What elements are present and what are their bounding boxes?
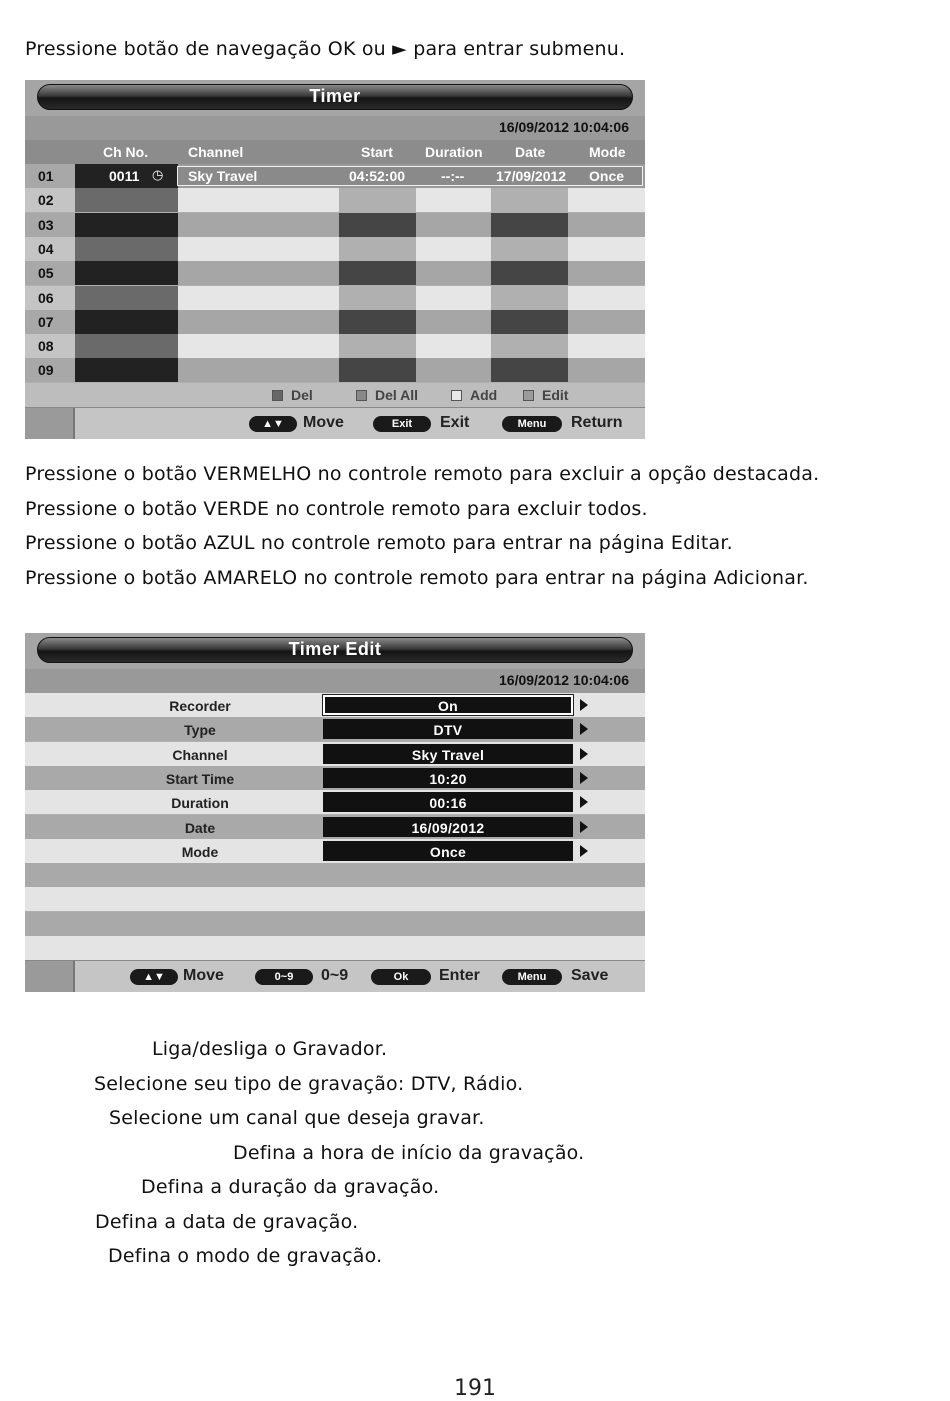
timer-cell (416, 310, 491, 334)
timer-row[interactable] (25, 286, 645, 310)
timer-row[interactable] (25, 334, 645, 358)
empty-row (25, 863, 645, 887)
timer-cell (568, 188, 645, 212)
edit-field-label: Duration (171, 795, 229, 812)
timer-cell (416, 237, 491, 261)
timer-row[interactable] (25, 188, 645, 212)
timer-legend (25, 383, 645, 407)
timer-panel (25, 80, 645, 439)
timer-cell (491, 334, 568, 358)
row-number: 07 (38, 313, 54, 330)
timer-cell (491, 213, 568, 237)
legend-del-all[interactable] (356, 387, 418, 403)
entry-date: 17/09/2012 (496, 168, 567, 184)
timer-cell (491, 188, 568, 212)
row-number: 09 (38, 362, 54, 379)
edit-datetime-bar (25, 669, 645, 693)
enter-label: Enter (439, 967, 480, 984)
timer-cell (178, 310, 339, 334)
edit-field-label: Channel (172, 746, 228, 763)
edit-footer-left-block (25, 961, 75, 992)
header-start: Start (361, 144, 393, 160)
edit-menu-button[interactable]: Menu (502, 969, 562, 985)
timer-titlebar (25, 80, 645, 116)
header-chno: Ch No. (103, 144, 149, 160)
timer-row[interactable] (25, 164, 645, 188)
timer-cell (416, 261, 491, 285)
timer-cell (178, 261, 339, 285)
right-arrow-icon[interactable] (580, 772, 588, 784)
instruction-blue: Pressione o botão AZUL no controle remoto para entrar na página Editar. (25, 532, 733, 554)
entry-chno: 0011 (109, 168, 140, 184)
timer-cell (75, 237, 178, 261)
desc-mode: Defina o modo de gravação. (108, 1245, 383, 1267)
instruction-yellow: Pressione o botão AMARELO no controle remoto para entrar na página Adicionar. (25, 567, 809, 589)
timer-cell (339, 334, 416, 358)
move-label: Move (303, 414, 344, 431)
timer-cell (491, 358, 568, 382)
legend-add[interactable] (451, 387, 497, 403)
footer-left-block (25, 408, 75, 439)
instruction-red: Pressione o botão VERMELHO no controle remoto para excluir a opção destacada. (25, 463, 820, 485)
entry-mode: Once (589, 168, 625, 184)
blue-square-icon (523, 390, 534, 401)
timer-cell (178, 286, 339, 310)
legend-edit[interactable] (523, 387, 568, 403)
header-channel: Channel (188, 144, 244, 160)
right-arrow-icon[interactable] (580, 845, 588, 857)
timer-cell (178, 188, 339, 212)
timer-cell (416, 213, 491, 237)
clock-icon: ◷ (152, 167, 164, 182)
edit-field-row[interactable] (25, 766, 645, 790)
timer-cell (491, 237, 568, 261)
timer-cell (75, 334, 178, 358)
desc-channel: Selecione um canal que deseja gravar. (109, 1107, 485, 1129)
timer-cell (416, 358, 491, 382)
number-keys-button[interactable]: 0~9 (255, 969, 313, 985)
timer-cell (339, 237, 416, 261)
right-arrow-icon[interactable] (580, 699, 588, 711)
row-number: 05 (38, 265, 54, 282)
edit-field-label: Type (184, 722, 216, 739)
right-arrow-icon[interactable] (580, 821, 588, 833)
timer-cell (178, 334, 339, 358)
timer-table-header (25, 140, 645, 164)
desc-recorder: Liga/desliga o Gravador. (152, 1038, 388, 1060)
timer-title: Timer (309, 86, 361, 106)
header-date: Date (515, 144, 546, 160)
return-label: Return (571, 414, 623, 431)
timer-edit-titlebar (25, 633, 645, 669)
edit-field-value: Sky Travel (411, 746, 485, 763)
timer-cell (568, 358, 645, 382)
legend-del[interactable] (272, 387, 313, 403)
timer-cell (75, 358, 178, 382)
edit-field-row[interactable] (25, 790, 645, 814)
timer-cell (491, 261, 568, 285)
empty-row (25, 936, 645, 960)
row-number: 08 (38, 338, 54, 355)
desc-date: Defina a data de gravação. (95, 1211, 359, 1233)
row-number: 01 (38, 168, 54, 184)
row-number: 02 (38, 192, 54, 209)
timer-cell (568, 310, 645, 334)
edit-field-label: Start Time (165, 770, 235, 787)
timer-edit-title: Timer Edit (288, 639, 382, 659)
timer-cell (75, 213, 178, 237)
legend-add-label: Add (470, 387, 498, 403)
edit-field-value: 16/09/2012 (411, 819, 485, 836)
right-arrow-icon[interactable] (580, 748, 588, 760)
entry-duration: --:-- (441, 168, 465, 184)
number-keys-label: 0~9 (321, 967, 349, 984)
edit-field-row[interactable] (25, 815, 645, 839)
timer-cell (339, 188, 416, 212)
timer-cell (339, 310, 416, 334)
timer-row[interactable] (25, 261, 645, 285)
timer-cell (75, 310, 178, 334)
empty-row (25, 912, 645, 936)
edit-move-arrows-button[interactable]: ▲▼ (130, 969, 178, 985)
timer-cell (416, 334, 491, 358)
page-number: 191 (454, 1376, 496, 1401)
header-mode: Mode (589, 144, 626, 160)
exit-label: Exit (440, 414, 470, 431)
edit-field-row[interactable] (25, 717, 645, 741)
timer-datetime-bar (25, 116, 645, 140)
timer-footer (25, 407, 645, 439)
timer-cell (178, 358, 339, 382)
edit-footer (25, 960, 645, 992)
entry-channel: Sky Travel (188, 168, 258, 184)
timer-cell (416, 188, 491, 212)
edit-move-label: Move (183, 967, 224, 984)
entry-start: 04:52:00 (349, 168, 406, 184)
right-arrow-icon[interactable] (580, 796, 588, 808)
desc-type: Selecione seu tipo de gravação: DTV, Rádio. (94, 1073, 524, 1095)
timer-datetime: 16/09/2012 10:04:06 (499, 119, 629, 135)
timer-edit-panel (25, 633, 645, 992)
red-square-icon (272, 390, 283, 401)
edit-field-value: 10:20 (429, 770, 467, 787)
timer-row[interactable] (25, 310, 645, 334)
edit-field-value: On (437, 698, 459, 714)
timer-cell (568, 286, 645, 310)
edit-field-label: Recorder (169, 698, 231, 714)
ok-button[interactable]: Ok (371, 969, 431, 985)
desc-start-time: Defina a hora de início da gravação. (233, 1142, 585, 1164)
timer-cell (568, 334, 645, 358)
timer-cell (491, 286, 568, 310)
yellow-square-icon (451, 390, 462, 401)
save-label: Save (571, 967, 609, 984)
move-arrows-button[interactable]: ▲▼ (249, 416, 297, 432)
timer-cell (75, 188, 178, 212)
timer-row[interactable] (25, 213, 645, 237)
edit-field-row[interactable] (25, 693, 645, 717)
timer-cell (75, 286, 178, 310)
legend-del-all-label: Del All (375, 387, 419, 403)
timer-cell (568, 261, 645, 285)
timer-cell (339, 358, 416, 382)
green-square-icon (356, 390, 367, 401)
edit-datetime: 16/09/2012 10:04:06 (499, 672, 629, 688)
intro-text: Pressione botão de navegação OK ou ► para entrar submenu. (25, 38, 626, 60)
timer-cell (339, 286, 416, 310)
exit-button[interactable]: Exit (373, 416, 431, 432)
row-number: 04 (38, 240, 54, 257)
empty-row (25, 887, 645, 911)
timer-row[interactable] (25, 358, 645, 382)
right-arrow-icon[interactable] (580, 723, 588, 735)
edit-field-label: Mode (181, 843, 219, 860)
timer-cell (75, 261, 178, 285)
edit-field-value: Once (429, 843, 467, 860)
menu-button[interactable]: Menu (502, 416, 562, 432)
header-duration: Duration (425, 144, 483, 160)
timer-cell (568, 213, 645, 237)
edit-field-value: 00:16 (429, 795, 467, 812)
timer-cell (568, 237, 645, 261)
timer-cell (491, 310, 568, 334)
desc-duration: Defina a duração da gravação. (141, 1176, 440, 1198)
legend-edit-label: Edit (542, 387, 569, 403)
edit-field-row[interactable] (25, 839, 645, 863)
edit-field-row[interactable] (25, 742, 645, 766)
timer-cell (178, 213, 339, 237)
legend-del-label: Del (291, 387, 313, 403)
timer-cell (178, 237, 339, 261)
instruction-green: Pressione o botão VERDE no controle remoto para excluir todos. (25, 498, 648, 520)
edit-field-label: Date (184, 819, 216, 836)
row-number: 03 (38, 216, 54, 233)
timer-cell (339, 213, 416, 237)
timer-row[interactable] (25, 237, 645, 261)
timer-cell (416, 286, 491, 310)
row-number: 06 (38, 289, 54, 306)
timer-cell (339, 261, 416, 285)
edit-field-value: DTV (433, 722, 463, 739)
